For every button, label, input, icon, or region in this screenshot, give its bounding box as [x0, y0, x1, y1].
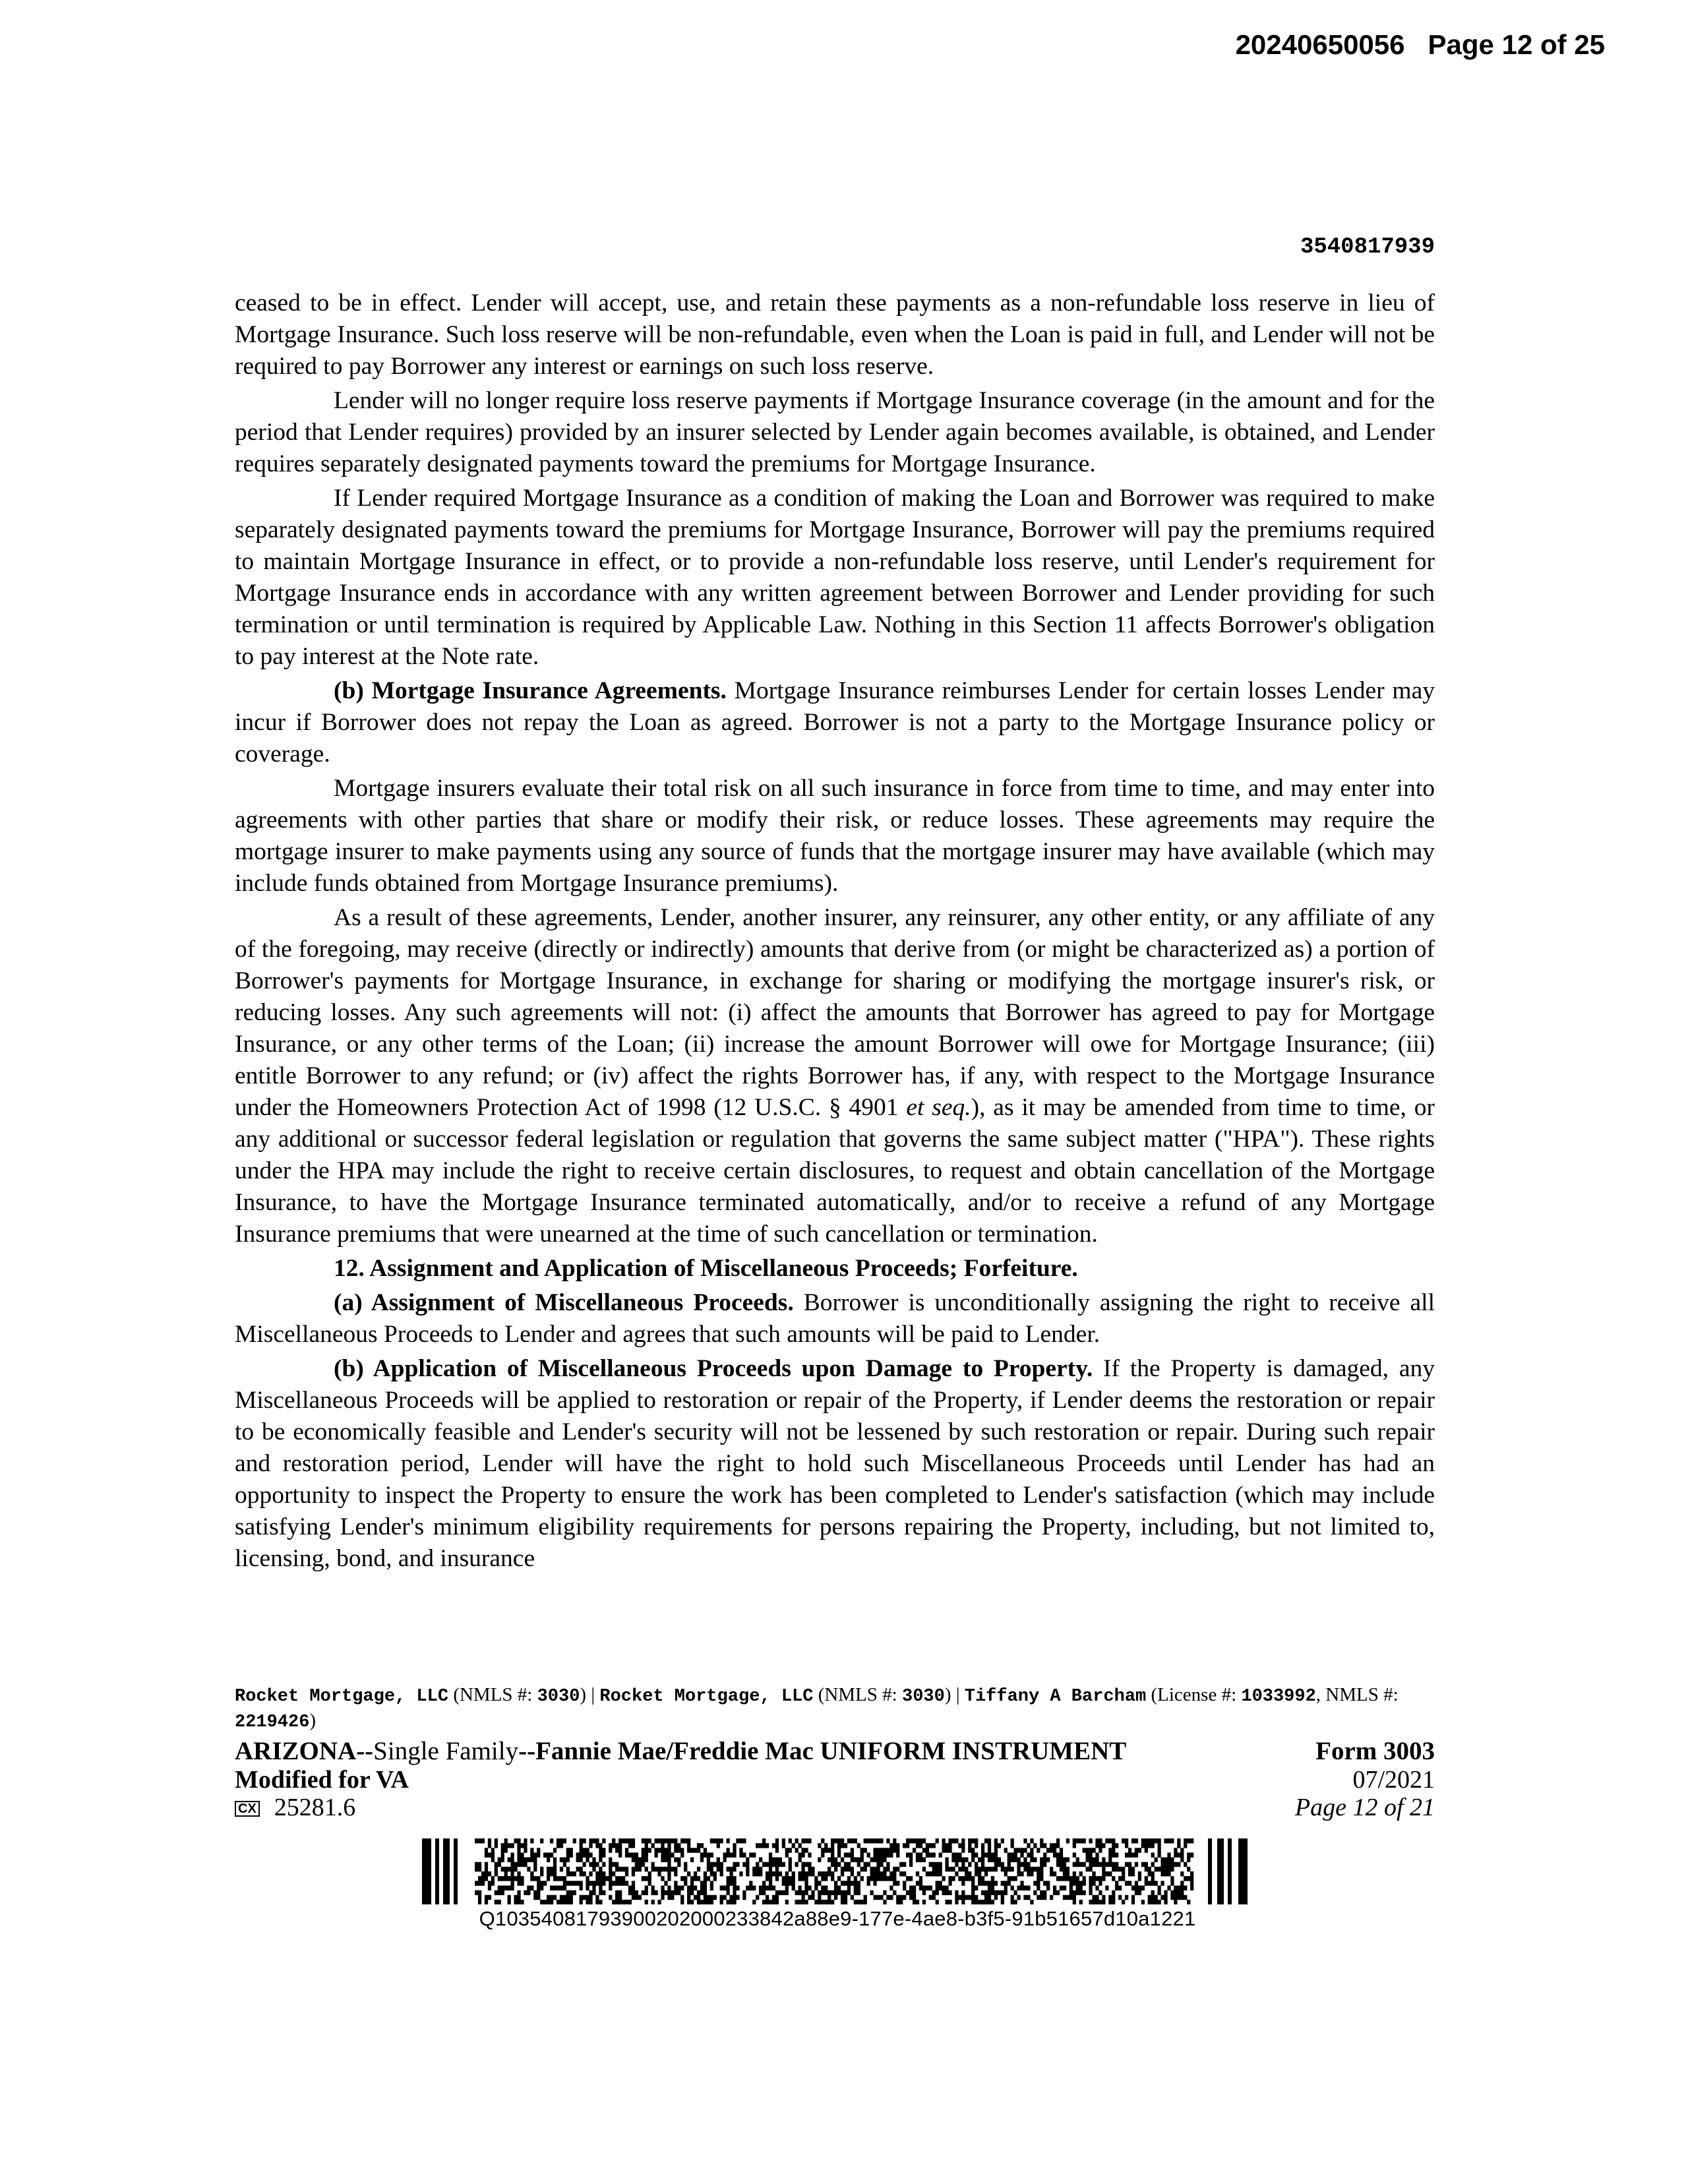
form-date: 07/2021	[1352, 1766, 1435, 1794]
footer-page-number: Page 12 of 21	[1294, 1794, 1435, 1821]
paragraph-insurers-evaluate: Mortgage insurers evaluate their total risk on all such insurance in force from time to time, and may enter into agreements with other parties that share or modify their risk, or reduce losses. These agreements may require the mortgage insurer to make payments using any source of funds that the mortgage insurer may have available (which may include funds obtained from Mortgage Insurance premiums).	[235, 775, 1435, 897]
lender-name: Rocket Mortgage, LLC	[235, 1687, 449, 1707]
barcode-text: Q10354081793900202000233842a88e9-177e-4ae8-b3f5-91b51657d10a1221	[479, 1907, 1196, 1930]
form-number: Form 3003	[1315, 1737, 1435, 1765]
recording-number: 20240650056	[1235, 29, 1405, 60]
lender-name: Rocket Mortgage, LLC	[599, 1687, 814, 1707]
instrument-name: Fannie Mae/Freddie Mac UNIFORM INSTRUMENT	[535, 1737, 1127, 1765]
paragraph-insurance-agreements	[235, 675, 1435, 770]
nmls-number: 2219426	[235, 1713, 310, 1732]
italic-term: et seq.	[906, 1094, 971, 1121]
recording-header	[1236, 29, 1605, 61]
paragraph-required-insurance: If Lender required Mortgage Insurance as a condition of making the Loan and Borrower was required to make separately designated payments toward the premiums for Mortgage Insurance, Borrower will pay the premiums required to maintain Mortgage Insurance in effect, or to provide a non-refundable loss reserve, until Lender's requirement for Mortgage Insurance ends in accordance with any written agreement between Borrower and Lender providing for such termination or until termination is required by Applicable Law. Nothing in this Section 11 affects Borrower's obligation to pay interest at the Note rate.	[235, 485, 1435, 670]
nmls-number: 3030	[537, 1687, 580, 1707]
paragraph-text: Borrower is unconditionally assigning the right to receive all Miscellaneous Proceeds to Lender and agrees that such amounts will be paid to Lender.	[235, 1289, 1435, 1348]
section-12-heading	[235, 1253, 1435, 1285]
form-title-row	[235, 1737, 1435, 1766]
license-number: 1033992	[1241, 1687, 1316, 1707]
paragraph-application-damage	[235, 1353, 1435, 1575]
page-indicator: Page 12 of 25	[1428, 29, 1605, 60]
doc-code: 25281.6	[274, 1794, 356, 1821]
paragraph-assignment	[235, 1287, 1435, 1350]
form-title: ARIZONA--Single Family--Fannie Mae/Freddie Mac UNIFORM INSTRUMENT	[235, 1737, 1127, 1765]
modified-label: Modified for VA	[235, 1766, 409, 1794]
cx-logo-icon: CX	[235, 1801, 260, 1817]
section-heading: (b) Application of Miscellaneous Proceeds upon Damage to Property.	[334, 1355, 1093, 1382]
state-name: ARIZONA	[235, 1737, 357, 1765]
doc-code-group	[235, 1794, 355, 1821]
paragraph-text: ), as it may be amended from time to time, or any additional or successor federal legislation or regulation that governs the same subject matter ("HPA"). These rights under the HPA may include the right to receive certain disclosures, to request and obtain cancellation of the Mortgage Insurance, to have the Mortgage Insurance terminated automatically, and/or to receive a refund of any Mortgage Insurance premiums that were unearned at the time of such cancellation or termination.	[235, 1094, 1435, 1248]
section-heading: 12. Assignment and Application of Miscellaneous Proceeds; Forfeiture.	[334, 1255, 1078, 1282]
nmls-number: 3030	[902, 1687, 945, 1707]
document-body	[235, 288, 1435, 1575]
paragraph-text: Mortgage Insurance reimburses Lender for certain losses Lender may incur if Borrower does not repay the Loan as agreed. Borrower is not a party to the Mortgage Insurance policy or coverage.	[235, 677, 1435, 768]
form-modified-row	[235, 1766, 1435, 1794]
document-footer	[235, 1683, 1435, 1821]
paragraph-text: As a result of these agreements, Lender, another insurer, any reinsurer, any other entity, or any affiliate of any of the foregoing, may receive (directly or indirectly) amounts that derive from (or might be characterized as) a portion of Borrower's payments for Mortgage Insurance, in exchange for sharing or modifying the mortgage insurer's risk, or reducing losses. Any such agreements will not: (i) affect the amounts that Borrower has agreed to pay for Mortgage Insurance, or any other terms of the Loan; (ii) increase the amount Borrower will owe for Mortgage Insurance; (iii) entitle Borrower to any refund; or (iv) affect the rights Borrower has, if any, with respect to the Mortgage Insurance under the Homeowners Protection Act of 1998 (12 U.S.C. § 4901	[235, 904, 1435, 1121]
section-heading: (b) Mortgage Insurance Agreements.	[334, 677, 727, 704]
barcode-icon	[422, 1838, 1253, 1904]
originator-name: Tiffany A Barcham	[964, 1687, 1147, 1707]
form-code-row	[235, 1794, 1435, 1821]
paragraph-text: If the Property is damaged, any Miscellaneous Proceeds will be applied to restoration or repair of the Property, if Lender deems the restoration or repair to be economically feasible and Lender's security will not be lessened by such restoration or repair. During such repair and restoration period, Lender will have the right to hold such Miscellaneous Proceeds until Lender has had an opportunity to inspect the Property to ensure the work has been completed to Lender's satisfaction (which may include satisfying Lender's minimum eligibility requirements for persons repairing the Property, including, but not limited to, licensing, bond, and insurance	[235, 1355, 1435, 1572]
section-heading: (a) Assignment of Miscellaneous Proceeds.	[334, 1289, 794, 1316]
barcode-block	[422, 1838, 1253, 1931]
loan-number: 3540817939	[1300, 235, 1435, 260]
paragraph-result-of-agreements	[235, 902, 1435, 1250]
paragraph-loss-reserve: ceased to be in effect. Lender will accept, use, and retain these payments as a non-refundable loss reserve in lieu of Mortgage Insurance. Such loss reserve will be non-refundable, even when the Loan is paid in full, and Lender will not be required to pay Borrower any interest or earnings on such loss reserve.	[235, 289, 1435, 380]
lender-line: Rocket Mortgage, LLC (NMLS #: 3030) | Rocket Mortgage, LLC (NMLS #: 3030) | Tiffany A Barcham (License #: 1033992, NMLS #: 2219426)	[235, 1684, 1399, 1732]
form-type: Single Family	[373, 1737, 519, 1765]
paragraph-no-longer-require: Lender will no longer require loss reserve payments if Mortgage Insurance coverage (in the amount and for the period that Lender requires) provided by an insurer selected by Lender again becomes available, is obtained, and Lender requires separately designated payments toward the premiums for Mortgage Insurance.	[235, 387, 1435, 477]
